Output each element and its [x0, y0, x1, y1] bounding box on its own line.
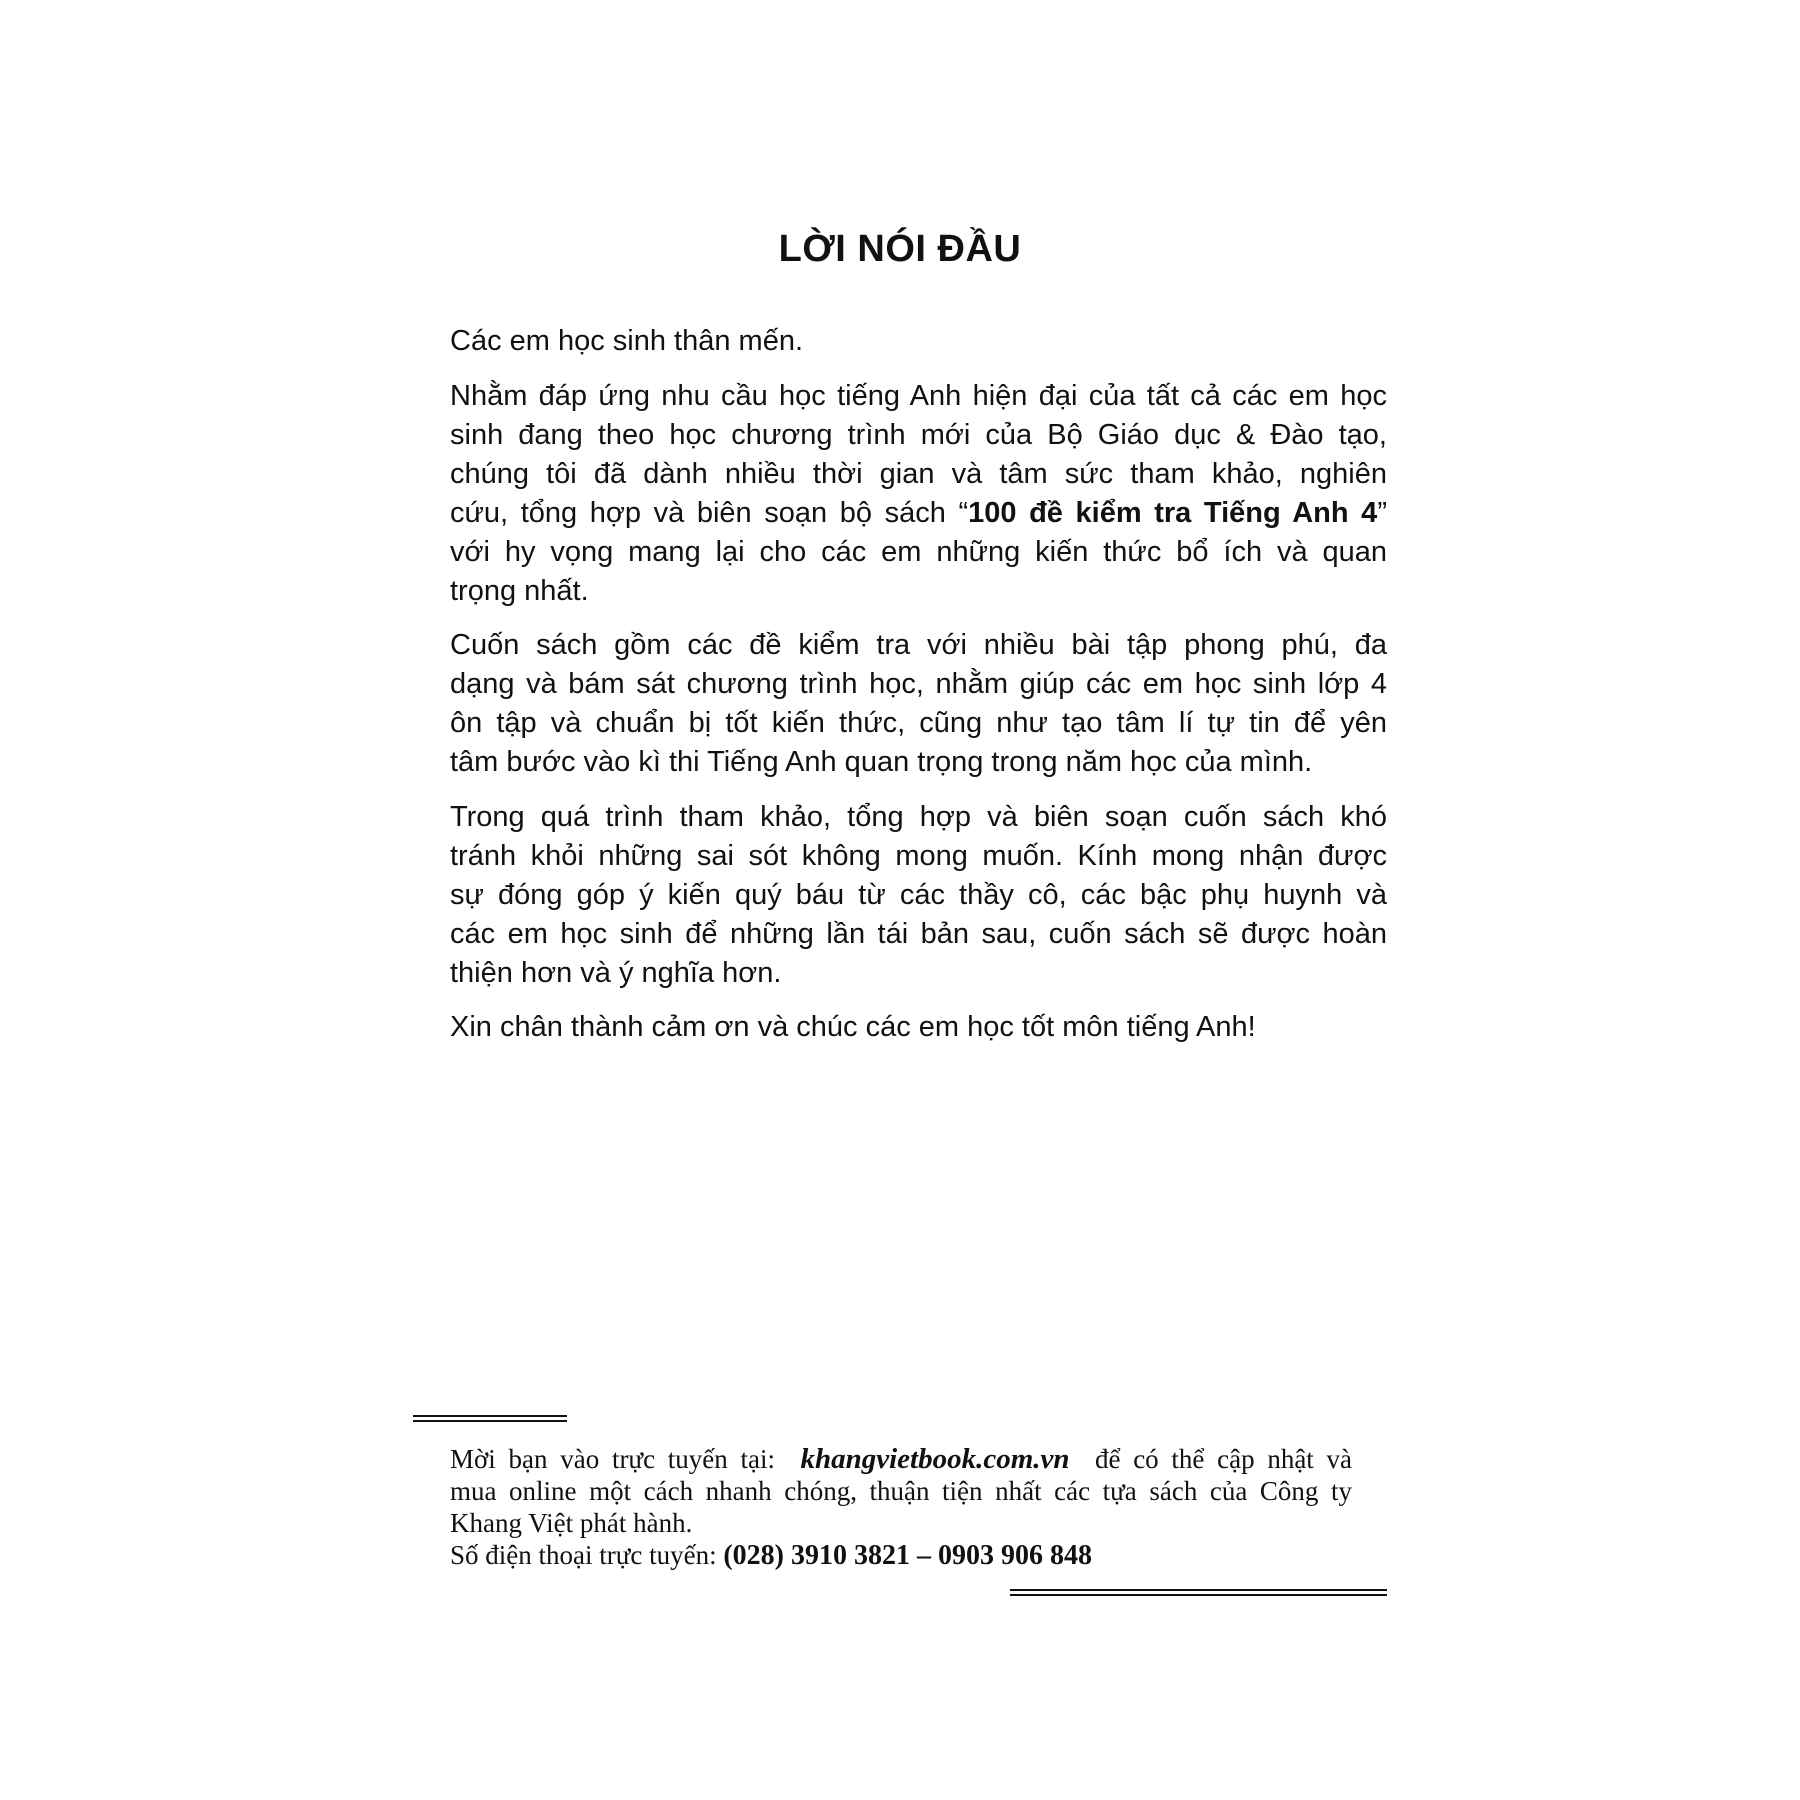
footer-bottom-divider: [1010, 1589, 1387, 1596]
footer-line: Khang Việt phát hành.: [450, 1508, 693, 1538]
text-segment: để có thể cập nhật và: [1094, 1444, 1353, 1474]
text-line: Trong quá trình tham khảo, tổng hợp và biên soạn cuốn sách khó: [450, 800, 1387, 833]
text-line: Các em học sinh thân mến.: [450, 325, 804, 357]
text-line: các em học sinh để những lần tái bản sau, cuốn sách sẽ được hoàn: [450, 917, 1387, 950]
footer-line: [450, 1539, 1352, 1571]
text-line: sự đóng góp ý kiến quý báu từ các thầy cô, các bậc phụ huynh và: [450, 878, 1387, 911]
text-line: trọng nhất.: [450, 574, 589, 607]
website-link[interactable]: khangvietbook.com.vn: [800, 1443, 1070, 1475]
footer-line: [450, 1443, 1352, 1475]
text-line: ôn tập và chuẩn bị tốt kiến thức, cũng như tạo tâm lí tự tin để yên: [450, 707, 1387, 739]
page-title: LỜI NÓI ĐẦU: [778, 228, 1022, 270]
text-line: tránh khỏi những sai sót không mong muốn. Kính mong nhận được: [450, 839, 1387, 872]
paragraph-3: [450, 798, 1387, 993]
text-segment: cứu, tổng hợp và biên soạn bộ sách “: [450, 496, 969, 529]
text-line: Cuốn sách gồm các đề kiểm tra với nhiều bài tập phong phú, đa: [450, 629, 1387, 661]
phone-label: Số điện thoại trực tuyến:: [450, 1540, 717, 1570]
text-segment: ”: [1377, 496, 1387, 529]
text-line: dạng và bám sát chương trình học, nhằm giúp các em học sinh lớp 4: [450, 668, 1387, 700]
footer-line: mua online một cách nhanh chóng, thuận tiện nhất các tựa sách của Công ty: [450, 1476, 1352, 1506]
paragraph-1: [450, 377, 1387, 611]
text-line: tâm bước vào kì thi Tiếng Anh quan trọng trong năm học của mình.: [450, 746, 1313, 778]
closing: [450, 1008, 1387, 1047]
text-line: với hy vọng mang lại cho các em những kiến thức bổ ích và quan: [450, 535, 1387, 568]
footer-top-divider: [413, 1415, 567, 1422]
greeting: [450, 322, 1387, 361]
preface-body: [450, 322, 1387, 1063]
text-line: chúng tôi đã dành nhiều thời gian và tâm sức tham khảo, nghiên: [450, 457, 1387, 490]
text-line: thiện hơn và ý nghĩa hơn.: [450, 956, 782, 989]
book-title: 100 đề kiểm tra Tiếng Anh 4: [968, 496, 1378, 529]
phone-number: (028) 3910 3821 – 0903 906 848: [723, 1540, 1092, 1571]
text-line: [450, 494, 1387, 533]
text-line: sinh đang theo học chương trình mới của Bộ Giáo dục & Đào tạo,: [450, 418, 1387, 451]
paragraph-2: [450, 626, 1387, 782]
text-line: Nhằm đáp ứng nhu cầu học tiếng Anh hiện đại của tất cả các em học: [450, 379, 1387, 412]
footer-note: [450, 1443, 1352, 1571]
text-segment: Mời bạn vào trực tuyến tại:: [450, 1444, 775, 1474]
text-line: Xin chân thành cảm ơn và chúc các em học tốt môn tiếng Anh!: [450, 1011, 1256, 1043]
